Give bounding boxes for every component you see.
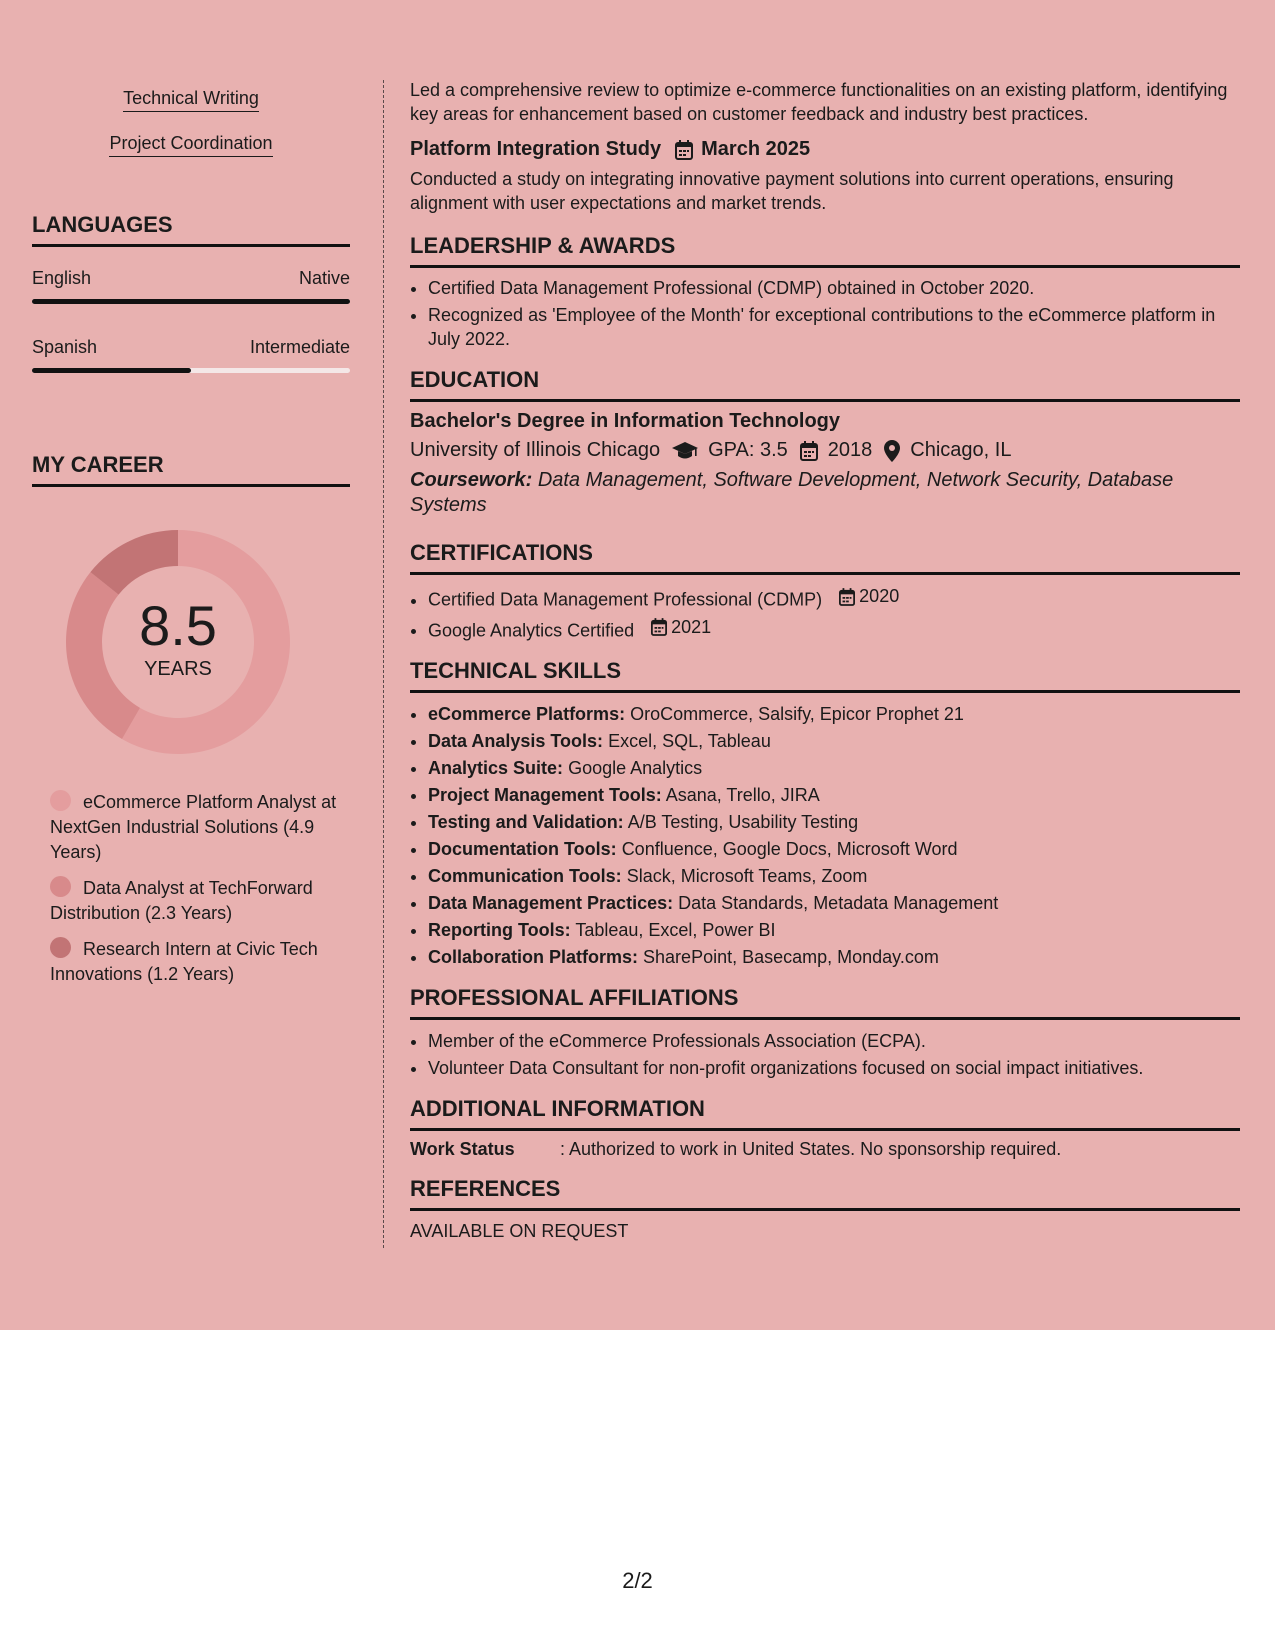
tech-skill-value: Slack, Microsoft Teams, Zoom (626, 866, 868, 886)
certification-year: 2021 (671, 616, 712, 637)
certification-item (428, 614, 1240, 645)
career-unit: YEARS (144, 657, 212, 680)
legend-dot (50, 876, 71, 897)
career-label: eCommerce Platform Analyst at NextGen Industrial Solutions (4.9 Years) (50, 792, 337, 862)
language-bar-spanish (32, 368, 350, 373)
tech-skill-value: Google Analytics (568, 758, 703, 778)
affiliations-heading: PROFESSIONAL AFFILIATIONS (410, 985, 1240, 1020)
work-status-label: Work Status (410, 1139, 515, 1159)
certifications-list (410, 583, 1240, 644)
certification-name: Certified Data Management Professional (CDMP) (428, 589, 823, 610)
career-donut-chart (66, 530, 290, 754)
tech-skill-value: Excel, SQL, Tableau (608, 731, 771, 751)
language-row-spanish (32, 337, 350, 358)
leadership-list (410, 276, 1240, 351)
tech-skill-item (428, 728, 1240, 755)
language-level: Native (298, 268, 350, 288)
education-location: Chicago, IL (910, 439, 1012, 461)
tech-skill-label: Collaboration Platforms: (428, 947, 639, 967)
coursework-label: Coursework: (410, 469, 533, 491)
certification-date (839, 583, 899, 610)
page-number: 2/2 (622, 1568, 653, 1593)
tech-skill-label: Project Management Tools: (428, 785, 662, 805)
affiliations-list (410, 1028, 1240, 1082)
tech-skill-value: OroCommerce, Salsify, Epicor Prophet 21 (630, 704, 964, 724)
language-name: English (32, 268, 92, 288)
education-year: 2018 (827, 439, 873, 461)
tech-skill-item (428, 890, 1240, 917)
calendar-icon (839, 588, 859, 606)
tech-skill-value: A/B Testing, Usability Testing (627, 812, 859, 832)
languages-heading: LANGUAGES (32, 212, 350, 247)
tech-skill-value: Confluence, Google Docs, Microsoft Word (621, 839, 958, 859)
location-pin-icon (884, 440, 900, 462)
certification-year: 2020 (859, 586, 900, 606)
skill-link-technical-writing[interactable] (32, 88, 350, 109)
tech-skill-label: eCommerce Platforms: (428, 704, 626, 724)
tech-skill-value: Data Standards, Metadata Management (678, 893, 999, 913)
legend-dot (50, 937, 71, 958)
skill-label: Technical Writing (123, 88, 259, 112)
tech-skill-item (428, 809, 1240, 836)
certification-date (651, 614, 711, 641)
donut-center (66, 530, 290, 754)
tech-skill-item (428, 836, 1240, 863)
leadership-item: • Recognized as 'Employee of the Month' for exceptional contributions to the eCommerce platform in July 2022. (428, 303, 1240, 351)
language-bar-fill (32, 368, 191, 373)
project-intro-text: Led a comprehensive review to optimize e-commerce functionalities on an existing platform, identifying key areas for enhancement based on customer feedback and industry best practices. (410, 80, 1228, 124)
language-bar-english (32, 299, 350, 304)
language-name: Spanish (32, 337, 98, 357)
calendar-icon (675, 140, 693, 160)
project-title-row (410, 138, 1240, 161)
education-degree: Bachelor's Degree in Information Technology (410, 410, 841, 432)
tech-skill-value: SharePoint, Basecamp, Monday.com (643, 947, 939, 967)
references-text: AVAILABLE ON REQUEST (410, 1221, 629, 1241)
technical-skills-list (410, 701, 1240, 971)
right-column (410, 78, 1240, 1243)
career-legend-item (50, 937, 350, 987)
language-level: Intermediate (249, 337, 350, 357)
tech-skill-label: Reporting Tools: (428, 920, 571, 940)
leadership-heading: LEADERSHIP & AWARDS (410, 233, 1240, 268)
affiliation-item: • Volunteer Data Consultant for non-profit organizations focused on social impact initiatives. (428, 1055, 1240, 1082)
skill-label: Project Coordination (109, 133, 272, 157)
tech-skill-label: Data Analysis Tools: (428, 731, 604, 751)
education-heading: EDUCATION (410, 367, 1240, 402)
calendar-icon (651, 618, 671, 636)
project-title: Platform Integration Study (410, 138, 662, 160)
career-heading: MY CAREER (32, 452, 350, 487)
legend-dot (50, 790, 71, 811)
additional-info-heading: ADDITIONAL INFORMATION (410, 1096, 1240, 1131)
career-legend-item (50, 876, 350, 926)
tech-skill-value: Asana, Trello, JIRA (665, 785, 820, 805)
tech-skill-label: Documentation Tools: (428, 839, 617, 859)
career-legend-item (50, 790, 350, 865)
work-status-row (410, 1139, 1240, 1160)
career-label: Research Intern at Civic Tech Innovations (1.2 Years) (50, 939, 318, 984)
education-gpa: GPA: 3.5 (708, 439, 788, 461)
tech-skill-item (428, 755, 1240, 782)
graduation-cap-icon (672, 442, 698, 460)
certification-name: Google Analytics Certified (428, 620, 635, 640)
tech-skill-value: Tableau, Excel, Power BI (575, 920, 776, 940)
education-meta-row (410, 439, 1240, 462)
tech-skill-item (428, 782, 1240, 809)
technical-skills-heading: TECHNICAL SKILLS (410, 658, 1240, 693)
tech-skill-label: Data Management Practices: (428, 893, 674, 913)
career-label: Data Analyst at TechForward Distribution (2.3 Years) (50, 878, 313, 923)
tech-skill-label: Communication Tools: (428, 866, 622, 886)
tech-skill-item (428, 917, 1240, 944)
calendar-icon (800, 441, 818, 461)
tech-skill-label: Analytics Suite: (428, 758, 564, 778)
tech-skill-item (428, 863, 1240, 890)
certifications-heading: CERTIFICATIONS (410, 540, 1240, 575)
column-divider (383, 80, 384, 1248)
skill-link-project-coordination[interactable] (32, 133, 350, 154)
references-heading: REFERENCES (410, 1176, 1240, 1211)
career-total-years: 8.5 (139, 593, 217, 657)
certification-item (428, 583, 1240, 614)
education-coursework (410, 468, 1240, 518)
coursework-list: Data Management, Software Development, Network Security, Database Systems (410, 469, 1174, 516)
tech-skill-label: Testing and Validation: (428, 812, 624, 832)
affiliation-item: • Member of the eCommerce Professionals Association (ECPA). (428, 1028, 1240, 1055)
language-bar-fill (32, 299, 350, 304)
project-description: Conducted a study on integrating innovative payment solutions into current operations, ensuring alignment with user expectations and market trends. (410, 169, 1174, 213)
education-school: University of Illinois Chicago (410, 439, 661, 461)
language-row-english (32, 268, 350, 289)
tech-skill-item (428, 944, 1240, 971)
career-legend (50, 790, 350, 998)
work-status-value: : Authorized to work in United States. No sponsorship required. (560, 1139, 1062, 1159)
tech-skill-item (428, 701, 1240, 728)
project-date: March 2025 (701, 138, 811, 160)
leadership-item: • Certified Data Management Professional (CDMP) obtained in October 2020. (428, 276, 1240, 300)
